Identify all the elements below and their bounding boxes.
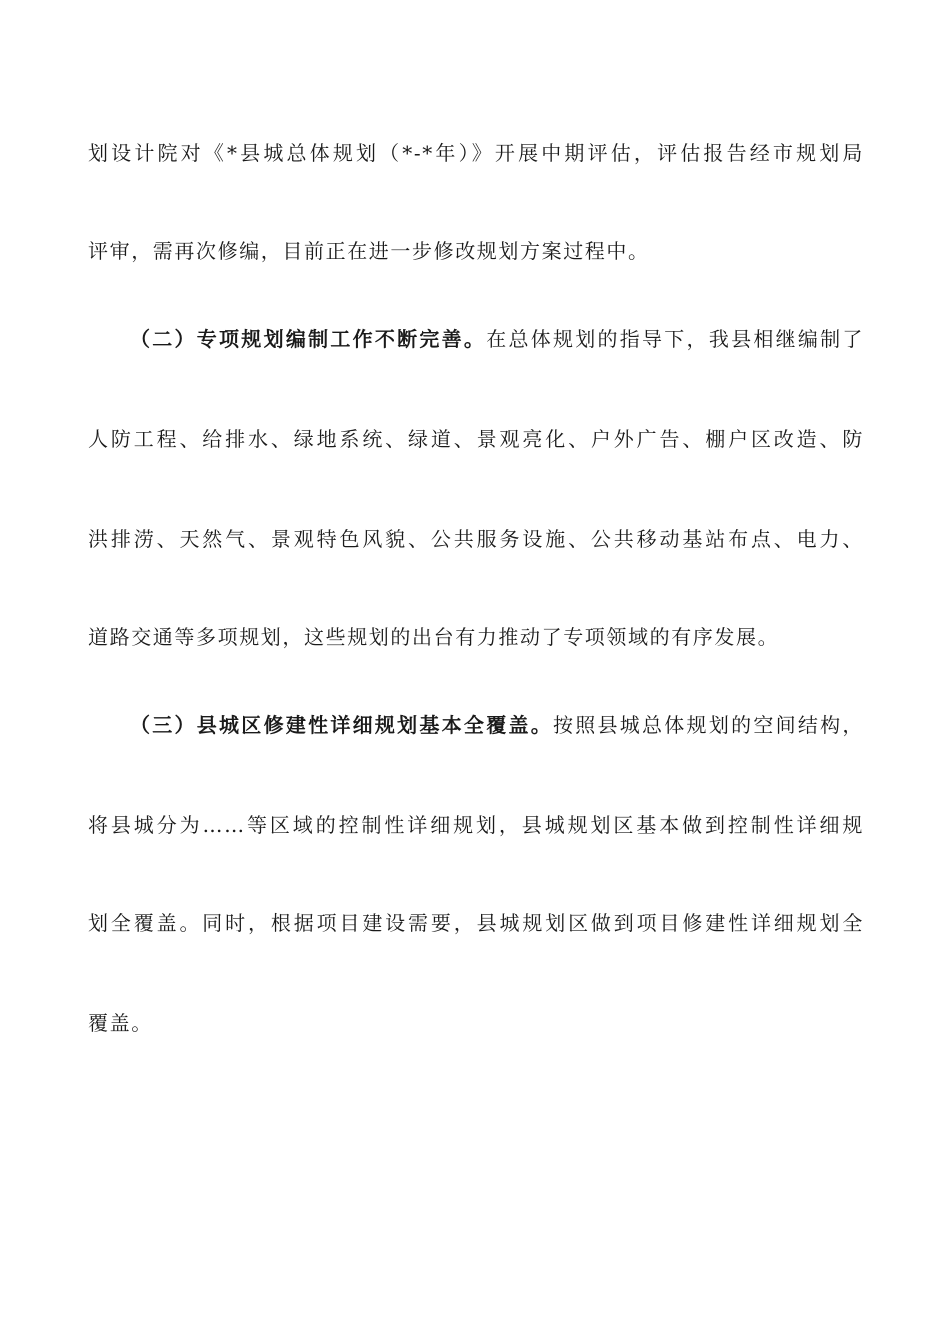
paragraph-2-line-4: 道路交通等多项规划，这些规划的出台有力推动了专项领域的有序发展。: [88, 625, 780, 649]
paragraph-1-line-2: 评审，需再次修编，目前正在进一步修改规划方案过程中。: [88, 239, 650, 263]
paragraph-3-line-4: 覆盖。: [88, 1011, 153, 1035]
paragraph-3-line-2: 将县城分为……等区域的控制性详细规划，县城规划区基本做到控制性详细规: [88, 813, 864, 837]
paragraph-3-heading: （三）县城区修建性详细规划基本全覆盖。: [130, 713, 553, 737]
paragraph-2-line-1-text: 在总体规划的指导下，我县相继编制了: [486, 327, 864, 351]
paragraph-3-line-1: [130, 711, 864, 739]
paragraph-3-line-3: 划全覆盖。同时，根据项目建设需要，县城规划区做到项目修建性详细规划全: [88, 911, 864, 935]
paragraph-2-heading: （二）专项规划编制工作不断完善。: [130, 327, 487, 351]
paragraph-2-line-3: 洪排涝、天然气、景观特色风貌、公共服务设施、公共移动基站布点、电力、: [88, 527, 864, 551]
paragraph-1-line-1: 划设计院对《*县城总体规划（*-*年）》开展中期评估，评估报告经市规划局: [88, 141, 864, 165]
paragraph-2-line-1: [130, 325, 864, 353]
paragraph-2-line-2: 人防工程、给排水、绿地系统、绿道、景观亮化、户外广告、棚户区改造、防: [88, 427, 864, 451]
paragraph-3-line-1-text: 按照县城总体规划的空间结构，: [552, 713, 864, 737]
